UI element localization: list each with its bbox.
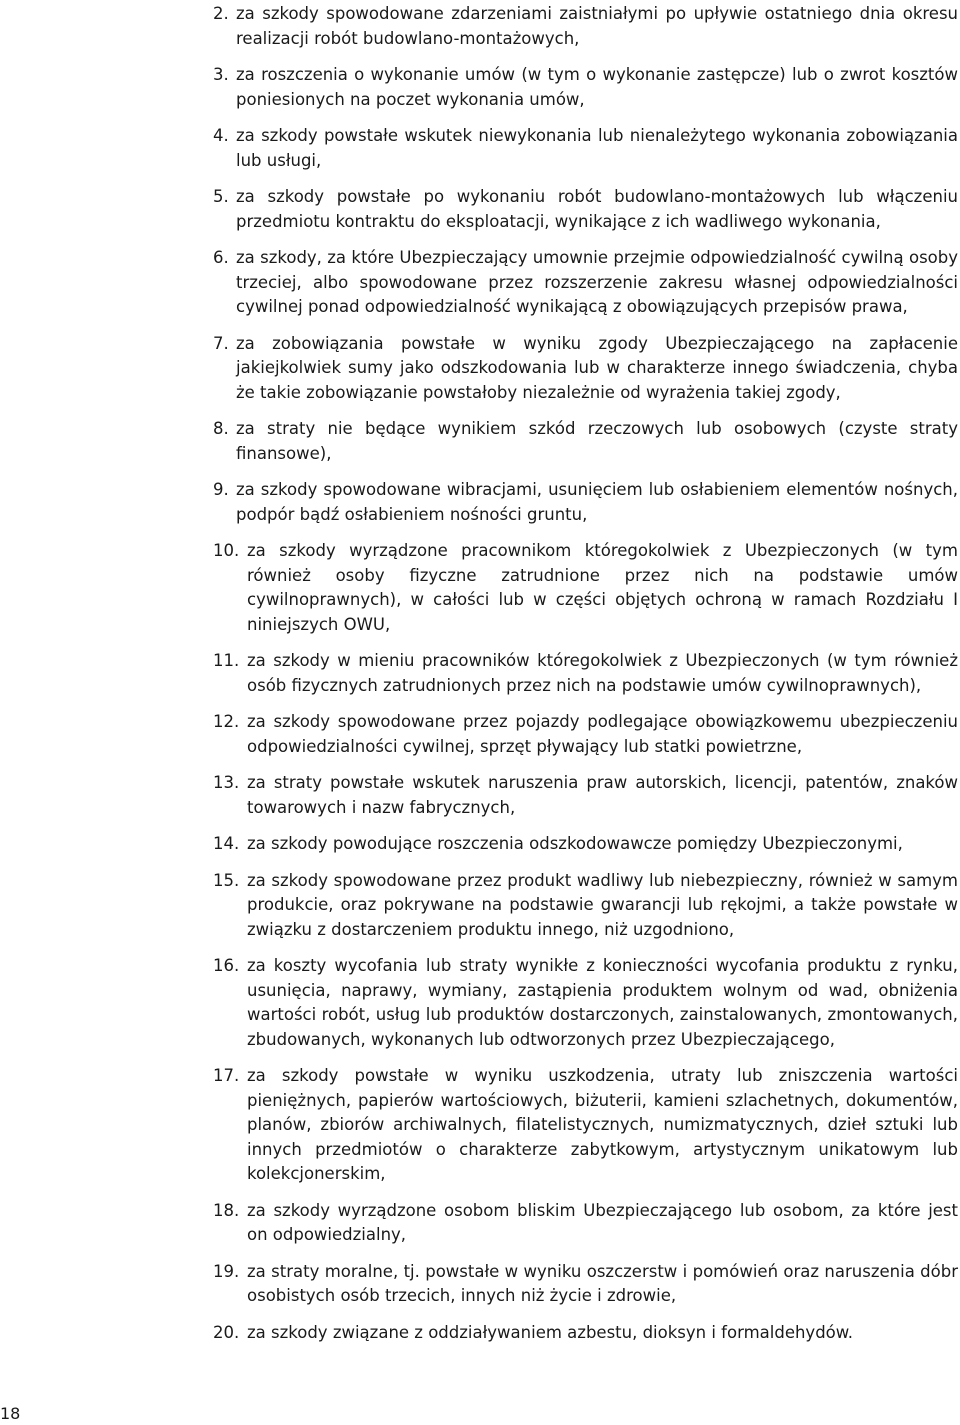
list-item-text: za straty powstałe wskutek naruszenia praw autorskich, licencji, patentów, znaków towarowych i nazw fabrycznych,	[247, 773, 958, 817]
list-item-number: 13.	[213, 773, 240, 792]
list-item-number: 4.	[213, 126, 229, 145]
list-item-number: 19.	[213, 1261, 240, 1281]
list-item-text: za szkody spowodowane przez pojazdy podlegające obowiązkowemu ubezpieczeniu odpowiedzialności cywilnej, sprzęt pływający lub statki powietrzne,	[247, 712, 958, 756]
list-item-number: 3.	[213, 65, 229, 84]
list-item-text: za szkody, za które Ubezpieczający umownie przejmie odpowiedzialność cywilną osoby trzeciej, albo spowodowane przez rozszerzenie zakresu własnej odpowiedzialności cywilnej ponad odpowiedzialność wynikającą z obowiązujących przepisów prawa,	[236, 248, 958, 316]
list-item	[213, 1064, 958, 1187]
list-item	[213, 63, 958, 112]
list-item	[213, 1321, 958, 1346]
list-item-number: 16.	[213, 956, 240, 975]
list-item-text: za szkody powstałe wskutek niewykonania lub nienależytego wykonania zobowiązania lub usługi,	[236, 126, 958, 170]
list-item	[213, 869, 958, 943]
list-item	[213, 771, 958, 820]
list-item-text: za koszty wycofania lub straty wynikłe z konieczności wycofania produktu z rynku, usunięcia, naprawy, wymiany, zastąpienia produktem wolnym od wad, obniżenia wartości robót, usług lub produktów dostarczonych, zainstalowanych, zmontowanych, zbudowanych, wykonanych lub odtworzonych przez Ubezpieczającego,	[247, 956, 958, 1049]
list-item-text: za szkody powstałe w wyniku uszkodzenia, utraty lub zniszczenia wartości pieniężnych, papierów wartościowych, biżuterii, kamieni szlachetnych, dokumentów, planów, zbiorów archiwalnych, filatelistycznych, numizmatycznych, dzieł sztuki lub innych przedmiotów o charakterze zabytkowym, artystycznym unikatowym lub kolekcjonerskim,	[247, 1066, 958, 1183]
list-item-text: za szkody spowodowane zdarzeniami zaistniałymi po upływie ostatniego dnia okresu realizacji robót budowlano-montażowych,	[236, 4, 958, 48]
list-item-text: za szkody powodujące roszczenia odszkodowawcze pomiędzy Ubezpieczonymi,	[247, 834, 903, 853]
page-number: 18	[0, 1404, 21, 1423]
list-item	[213, 124, 958, 173]
list-item-number: 2.	[213, 4, 229, 23]
list-item-number: 6.	[213, 248, 229, 267]
list-item-text: za roszczenia o wykonanie umów (w tym o wykonanie zastępcze) lub o zwrot kosztów poniesionych na poczet wykonania umów,	[236, 65, 958, 109]
list-item-number: 17.	[213, 1066, 240, 1085]
list-item-text: za szkody spowodowane wibracjami, usunięciem lub osłabieniem elementów nośnych, podpór bądź osłabieniem nośności gruntu,	[236, 480, 958, 524]
list-item	[213, 649, 958, 698]
exclusions-list-part-1	[213, 2, 958, 539]
list-item-text: za zobowiązania powstałe w wyniku zgody Ubezpieczającego na zapłacenie jakiejkolwiek sumy jako odszkodowania lub w charakterze innego świadczenia, chyba że takie zobowiązanie powstałoby niezależnie od wyrażenia takiej zgody,	[236, 333, 958, 402]
list-item-number: 14.	[213, 834, 240, 853]
exclusions-list-part-2	[213, 539, 958, 1357]
list-item-text: za szkody w mieniu pracowników któregokolwiek z Ubezpieczonych (w tym również osób fizycznych zatrudnionych przez nich na podstawie umów cywilnoprawnych),	[247, 651, 958, 695]
list-item-number: 15.	[213, 870, 240, 890]
list-item	[213, 539, 958, 637]
list-item-number: 20.	[213, 1322, 240, 1342]
list-item-number: 10.	[213, 541, 240, 560]
list-item-number: 18.	[213, 1200, 240, 1220]
list-item	[213, 710, 958, 759]
list-item-text: za straty nie będące wynikiem szkód rzeczowych lub osobowych (czyste straty finansowe),	[236, 419, 958, 463]
list-item-number: 5.	[213, 187, 229, 206]
list-item	[213, 832, 958, 857]
list-item-number: 9.	[213, 480, 229, 499]
list-item-number: 12.	[213, 712, 240, 731]
list-item-text: za straty moralne, tj. powstałe w wyniku oszczerstw i pomówień oraz naruszenia dóbr osobistych osób trzecich, innych niż życie i zdrowie,	[247, 1261, 958, 1305]
list-item-text: za szkody powstałe po wykonaniu robót budowlano-montażowych lub włączeniu przedmiotu kontraktu do eksploatacji, wynikające z ich wadliwego wykonania,	[236, 187, 958, 231]
list-item-number: 8.	[213, 419, 229, 438]
list-item	[213, 332, 958, 406]
list-item	[213, 954, 958, 1052]
list-item	[213, 417, 958, 466]
list-item	[213, 1199, 958, 1248]
list-item-number: 11.	[213, 651, 240, 670]
list-item-number: 7.	[213, 333, 229, 353]
list-item	[213, 185, 958, 234]
list-item-text: za szkody wyrządzone osobom bliskim Ubezpieczającego lub osobom, za które jest on odpowiedzialny,	[247, 1200, 958, 1244]
list-item-text: za szkody spowodowane przez produkt wadliwy lub niebezpieczny, również w samym produkcie, oraz pokrywane na podstawie gwarancji lub rękojmi, a także powstałe w związku z dostarczeniem produktu innego, niż uzgodniono,	[247, 870, 958, 939]
list-item-text: za szkody związane z oddziaływaniem azbestu, dioksyn i formaldehydów.	[247, 1322, 853, 1342]
list-item	[213, 478, 958, 527]
list-item	[213, 246, 958, 320]
list-item	[213, 1260, 958, 1309]
list-item-text: za szkody wyrządzone pracownikom któregokolwiek z Ubezpieczonych (w tym również osoby fizyczne zatrudnione przez nich na podstawie umów cywilnoprawnych), w całości lub w części objętych ochroną w ramach Rozdziału I niniejszych OWU,	[247, 541, 958, 634]
list-item	[213, 2, 958, 51]
